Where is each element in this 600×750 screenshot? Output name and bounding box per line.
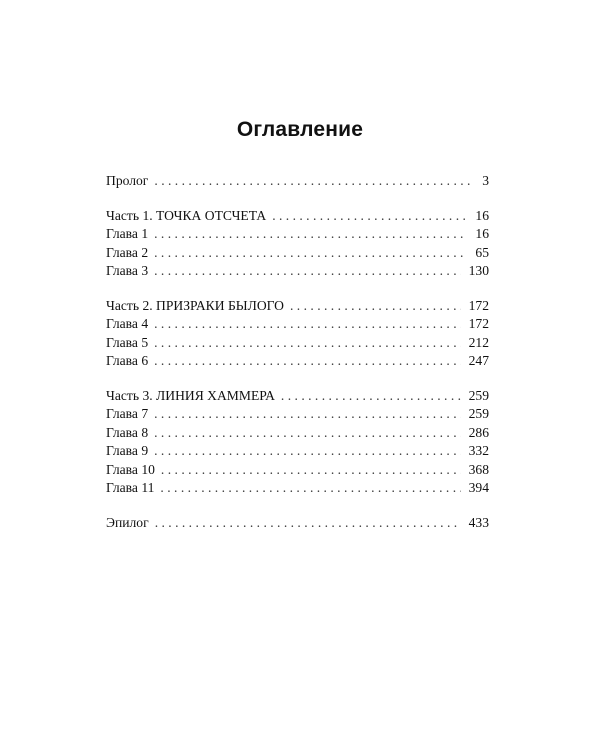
dot-leader (160, 479, 460, 498)
toc-entry-page: 394 (468, 480, 489, 495)
dot-leader (154, 405, 460, 424)
toc-entry-page: 65 (475, 244, 489, 260)
toc-entry-label: Глава 4 (106, 316, 149, 331)
toc-entry-chapter-6 (106, 352, 489, 371)
toc-entry-chapter-5 (106, 334, 489, 353)
toc-entry-part-1 (106, 207, 489, 226)
toc-entry-chapter-9 (106, 442, 489, 461)
toc-entry-label: Эпилог (106, 514, 149, 530)
dot-leader (161, 461, 461, 480)
toc-entry-chapter-10 (106, 461, 489, 480)
toc-entry-label: Глава 2 (106, 244, 149, 260)
toc-entry-page: 172 (468, 316, 489, 331)
dot-leader (155, 514, 461, 533)
toc-entry-page: 130 (468, 263, 489, 278)
toc-entry-chapter-4 (106, 315, 489, 334)
toc-entry-page: 3 (482, 173, 489, 188)
dot-leader (154, 315, 460, 334)
dot-leader (154, 172, 474, 191)
dot-leader (154, 225, 467, 244)
dot-leader (154, 262, 460, 281)
toc-entry-label: Часть 2. ПРИЗРАКИ БЫЛОГО (106, 297, 284, 313)
toc-entry-chapter-11 (106, 479, 489, 498)
toc-group-part-3 (106, 387, 489, 498)
dot-leader (272, 207, 467, 226)
toc-entry-label: Глава 9 (106, 443, 149, 458)
toc-entry-chapter-7 (106, 405, 489, 424)
dot-leader (154, 334, 460, 353)
toc-entry-page: 16 (475, 207, 489, 223)
toc-entry-label: Глава 8 (106, 424, 149, 440)
dot-leader (290, 297, 461, 316)
table-of-contents (106, 172, 489, 548)
toc-entry-label: Глава 3 (106, 263, 149, 278)
toc-entry-chapter-2 (106, 244, 489, 263)
toc-entry-page: 286 (468, 424, 489, 440)
toc-group-part-2 (106, 297, 489, 371)
toc-entry-label: Часть 1. ТОЧКА ОТСЧЕТА (106, 207, 267, 223)
toc-entry-label: Глава 10 (106, 461, 155, 477)
toc-entry-chapter-8 (106, 424, 489, 443)
dot-leader (154, 424, 460, 443)
toc-entry-part-2 (106, 297, 489, 316)
toc-entry-page: 172 (468, 297, 489, 313)
toc-entry-epilogue (106, 514, 489, 533)
toc-group-prologue (106, 172, 489, 191)
toc-entry-label: Часть 3. ЛИНИЯ ХАММЕРА (106, 387, 275, 403)
toc-entry-label: Пролог (106, 173, 149, 188)
toc-entry-label: Глава 1 (106, 226, 149, 241)
toc-group-epilogue (106, 514, 489, 533)
toc-entry-page: 247 (468, 353, 489, 368)
toc-entry-page: 332 (468, 443, 489, 458)
toc-entry-label: Глава 5 (106, 334, 149, 350)
dot-leader (154, 442, 460, 461)
toc-entry-page: 259 (468, 406, 489, 421)
dot-leader (154, 352, 460, 371)
toc-entry-chapter-3 (106, 262, 489, 281)
toc-entry-chapter-1 (106, 225, 489, 244)
toc-entry-label: Глава 7 (106, 406, 149, 421)
toc-entry-page: 212 (468, 334, 489, 350)
page-title: Оглавление (236, 118, 364, 141)
toc-entry-page: 433 (468, 514, 489, 530)
toc-entry-label: Глава 6 (106, 353, 149, 368)
toc-entry-page: 368 (468, 461, 489, 477)
toc-entry-page: 259 (468, 387, 489, 403)
toc-entry-prologue (106, 172, 489, 191)
toc-entry-part-3 (106, 387, 489, 406)
toc-entry-label: Глава 11 (106, 480, 155, 495)
dot-leader (281, 387, 461, 406)
toc-entry-page: 16 (475, 226, 489, 241)
toc-group-part-1 (106, 207, 489, 281)
dot-leader (154, 244, 467, 263)
